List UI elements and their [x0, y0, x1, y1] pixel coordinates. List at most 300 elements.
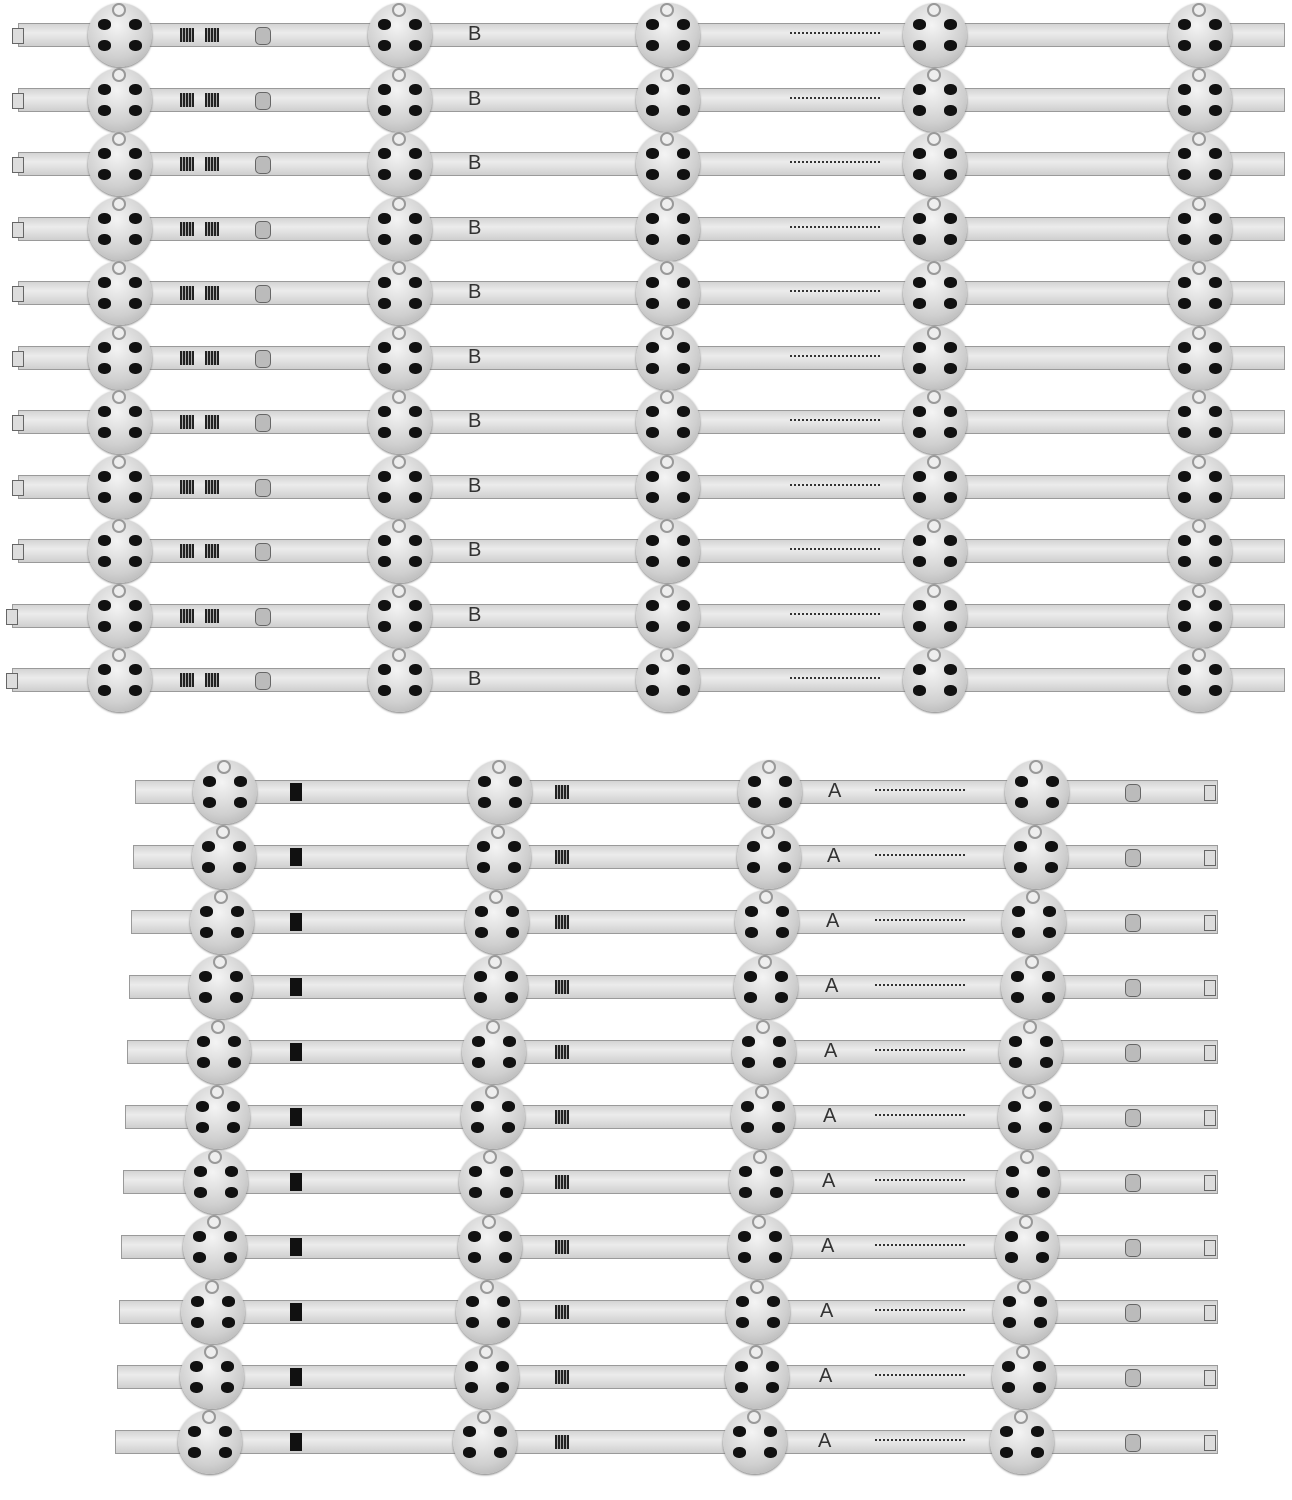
led-lens	[368, 519, 432, 583]
solder-pad	[1178, 492, 1191, 503]
led-lens	[88, 326, 152, 390]
solder-pad	[1178, 148, 1191, 159]
led-chip	[485, 1085, 499, 1099]
solder-pad	[769, 1231, 782, 1242]
printed-part-number	[790, 613, 880, 617]
led-lens	[903, 519, 967, 583]
solder-pad	[466, 1296, 479, 1307]
qr-code	[205, 415, 219, 429]
solder-pad	[677, 213, 690, 224]
led-chip	[112, 648, 126, 662]
solder-pad	[944, 556, 957, 567]
printed-part-number	[790, 32, 880, 36]
solder-pad	[494, 1426, 507, 1437]
led-chip	[927, 3, 941, 17]
solder-pad	[1178, 621, 1191, 632]
printed-part-number	[790, 484, 880, 488]
led-lens	[88, 132, 152, 196]
qr-code	[205, 351, 219, 365]
solder-pad	[1209, 342, 1222, 353]
solder-pad	[913, 406, 926, 417]
solder-pad	[944, 535, 957, 546]
solder-pad	[770, 1166, 783, 1177]
solder-pad	[98, 685, 111, 696]
solder-pad	[409, 600, 422, 611]
printed-part-number	[875, 1049, 965, 1053]
qr-code	[205, 673, 219, 687]
solder-pad	[944, 664, 957, 675]
solder-pad	[199, 992, 212, 1003]
led-chip	[1192, 455, 1206, 469]
solder-pad	[1178, 19, 1191, 30]
solder-pad	[944, 277, 957, 288]
solder-pad	[1209, 664, 1222, 675]
solder-pad	[736, 1317, 749, 1328]
solder-pad	[129, 277, 142, 288]
solder-pad	[409, 685, 422, 696]
solder-pad	[378, 19, 391, 30]
led-chip	[112, 390, 126, 404]
led-lens	[1168, 584, 1232, 648]
connector	[12, 157, 24, 173]
mounting-slot	[1125, 1369, 1141, 1387]
solder-pad	[764, 1426, 777, 1437]
solder-pad	[778, 841, 791, 852]
solder-pad	[1209, 84, 1222, 95]
strip-label: B	[468, 539, 482, 561]
qr-code	[205, 544, 219, 558]
solder-pad	[1015, 797, 1028, 808]
solder-pad	[944, 169, 957, 180]
solder-pad	[1037, 1187, 1050, 1198]
solder-pad	[98, 621, 111, 632]
solder-pad	[646, 556, 659, 567]
solder-pad	[944, 84, 957, 95]
led-chip	[660, 648, 674, 662]
solder-pad	[739, 1187, 752, 1198]
solder-pad	[646, 600, 659, 611]
solder-pad	[1014, 862, 1027, 873]
connector	[12, 286, 24, 302]
solder-pad	[1209, 169, 1222, 180]
led-lens	[636, 519, 700, 583]
led-lens	[368, 3, 432, 67]
solder-pad	[502, 1122, 515, 1133]
solder-pad	[646, 84, 659, 95]
solder-pad	[468, 1252, 481, 1263]
connector	[12, 480, 24, 496]
solder-pad	[129, 19, 142, 30]
qr-code	[555, 1175, 569, 1189]
led-lens	[996, 1150, 1060, 1214]
solder-pad	[735, 1382, 748, 1393]
solder-pad	[1033, 1382, 1046, 1393]
strip-label: B	[468, 475, 482, 497]
solder-pad	[1042, 992, 1055, 1003]
solder-pad	[1006, 1187, 1019, 1198]
printed-part-number	[875, 919, 965, 923]
solder-pad	[378, 40, 391, 51]
qr-code	[555, 1370, 569, 1384]
solder-pad	[745, 906, 758, 917]
solder-pad	[197, 1036, 210, 1047]
solder-pad	[222, 1296, 235, 1307]
led-lens	[88, 455, 152, 519]
led-chip	[752, 1215, 766, 1229]
strip-label: B	[468, 281, 482, 303]
strip-label: A	[819, 1365, 833, 1387]
solder-pad	[1002, 1382, 1015, 1393]
solder-pad	[193, 1252, 206, 1263]
qr-code	[180, 222, 194, 236]
solder-pad	[227, 1122, 240, 1133]
solder-pad	[677, 277, 690, 288]
led-chip	[750, 1280, 764, 1294]
led-lens	[1168, 68, 1232, 132]
led-lens	[184, 1150, 248, 1214]
led-chip	[210, 1085, 224, 1099]
printed-part-number	[875, 1439, 965, 1443]
solder-pad	[1178, 664, 1191, 675]
qr-code	[180, 415, 194, 429]
solder-pad	[98, 277, 111, 288]
led-chip	[392, 648, 406, 662]
qr-code	[555, 1435, 569, 1449]
solder-pad	[98, 427, 111, 438]
solder-pad	[506, 927, 519, 938]
solder-pad	[913, 213, 926, 224]
solder-pad	[772, 1101, 785, 1112]
led-chip	[1192, 68, 1206, 82]
solder-pad	[378, 685, 391, 696]
solder-pad	[646, 298, 659, 309]
led-lens	[183, 1215, 247, 1279]
solder-pad	[191, 1296, 204, 1307]
led-chip	[660, 132, 674, 146]
mounting-slot	[1125, 784, 1141, 802]
connector	[12, 351, 24, 367]
led-chip	[1025, 955, 1039, 969]
led-chip	[755, 1085, 769, 1099]
solder-pad	[129, 363, 142, 374]
solder-pad	[129, 427, 142, 438]
led-chip	[216, 825, 230, 839]
solder-pad	[129, 621, 142, 632]
led-lens	[903, 197, 967, 261]
led-lens	[88, 390, 152, 454]
solder-pad	[129, 213, 142, 224]
led-lens	[636, 648, 700, 712]
solder-pad	[508, 862, 521, 873]
solder-pad	[1000, 1447, 1013, 1458]
led-lens	[368, 132, 432, 196]
solder-pad	[742, 1057, 755, 1068]
led-chip	[660, 326, 674, 340]
solder-pad	[738, 1252, 751, 1263]
led-chip	[1192, 519, 1206, 533]
solder-pad	[1012, 906, 1025, 917]
led-chip	[392, 197, 406, 211]
solder-pad	[1209, 406, 1222, 417]
mounting-slot	[1125, 1239, 1141, 1257]
led-lens	[1168, 261, 1232, 325]
led-lens	[636, 3, 700, 67]
led-lens	[368, 584, 432, 648]
connector	[12, 222, 24, 238]
led-lens	[368, 68, 432, 132]
led-lens	[990, 1410, 1054, 1474]
solder-pad	[98, 148, 111, 159]
solder-pad	[477, 841, 490, 852]
led-chip	[202, 1410, 216, 1424]
solder-pad	[778, 862, 791, 873]
solder-pad	[677, 600, 690, 611]
mounting-slot	[255, 672, 271, 690]
solder-pad	[646, 234, 659, 245]
led-lens	[468, 760, 532, 824]
solder-pad	[219, 1426, 232, 1437]
solder-pad	[913, 664, 926, 675]
solder-pad	[378, 363, 391, 374]
solder-pad	[677, 84, 690, 95]
led-lens	[636, 197, 700, 261]
strip-label: A	[820, 1300, 834, 1322]
led-lens	[903, 584, 967, 648]
led-lens	[1168, 648, 1232, 712]
led-lens	[88, 197, 152, 261]
solder-pad	[944, 213, 957, 224]
solder-pad	[735, 1361, 748, 1372]
led-chip	[392, 261, 406, 275]
led-chip	[217, 760, 231, 774]
connector	[1204, 1175, 1216, 1191]
solder-pad	[129, 556, 142, 567]
led-lens	[1004, 825, 1068, 889]
solder-pad	[677, 535, 690, 546]
solder-pad	[1209, 492, 1222, 503]
solder-pad	[1178, 169, 1191, 180]
led-chip	[660, 390, 674, 404]
solder-pad	[1009, 1036, 1022, 1047]
solder-pad	[775, 971, 788, 982]
led-lens	[1168, 390, 1232, 454]
led-lens	[467, 825, 531, 889]
led-chip	[761, 825, 775, 839]
led-lens	[465, 890, 529, 954]
mounting-slot	[255, 543, 271, 561]
solder-pad	[225, 1166, 238, 1177]
solder-pad	[1209, 363, 1222, 374]
led-chip	[214, 890, 228, 904]
solder-pad	[129, 471, 142, 482]
led-lens	[903, 455, 967, 519]
printed-part-number	[790, 355, 880, 359]
led-lens	[735, 890, 799, 954]
solder-pad	[1209, 234, 1222, 245]
strip-label: A	[828, 780, 842, 802]
led-chip	[208, 1150, 222, 1164]
led-chip	[489, 890, 503, 904]
printed-part-number	[875, 1179, 965, 1183]
solder-pad	[409, 213, 422, 224]
mounting-slot	[1125, 1044, 1141, 1062]
solder-pad	[646, 40, 659, 51]
solder-pad	[779, 797, 792, 808]
led-lens	[636, 326, 700, 390]
led-chip	[660, 455, 674, 469]
solder-pad	[378, 298, 391, 309]
solder-pad	[748, 797, 761, 808]
solder-pad	[1209, 105, 1222, 116]
led-chip	[112, 3, 126, 17]
solder-pad	[1002, 1361, 1015, 1372]
solder-pad	[200, 906, 213, 917]
led-chip	[204, 1345, 218, 1359]
led-chip	[756, 1020, 770, 1034]
led-lens	[636, 261, 700, 325]
solder-pad	[98, 664, 111, 675]
solder-pad	[677, 556, 690, 567]
solder-pad	[767, 1296, 780, 1307]
solder-pad	[677, 427, 690, 438]
strip-label: A	[822, 1170, 836, 1192]
solder-pad	[944, 427, 957, 438]
solder-pad	[1009, 1057, 1022, 1068]
qr-code	[555, 980, 569, 994]
led-chip	[205, 1280, 219, 1294]
solder-pad	[499, 1231, 512, 1242]
printed-part-number	[875, 1244, 965, 1248]
mounting-slot	[1125, 849, 1141, 867]
led-lens	[903, 3, 967, 67]
solder-pad	[913, 600, 926, 611]
led-lens	[737, 825, 801, 889]
solder-pad	[188, 1447, 201, 1458]
led-lens	[88, 68, 152, 132]
led-chip	[1019, 1215, 1033, 1229]
led-lens	[368, 197, 432, 261]
connector-chip	[290, 913, 302, 931]
solder-pad	[646, 427, 659, 438]
solder-pad	[225, 1187, 238, 1198]
connector-chip	[290, 1303, 302, 1321]
printed-part-number	[790, 161, 880, 165]
solder-pad	[1178, 427, 1191, 438]
solder-pad	[1031, 1447, 1044, 1458]
printed-part-number	[875, 1309, 965, 1313]
led-lens	[190, 890, 254, 954]
qr-code	[205, 286, 219, 300]
solder-pad	[196, 1122, 209, 1133]
mounting-slot	[1125, 1174, 1141, 1192]
solder-pad	[98, 213, 111, 224]
solder-pad	[913, 298, 926, 309]
strip-label: A	[826, 910, 840, 932]
led-lens	[187, 1020, 251, 1084]
solder-pad	[409, 19, 422, 30]
solder-pad	[98, 363, 111, 374]
solder-pad	[769, 1252, 782, 1263]
qr-code	[555, 850, 569, 864]
solder-pad	[1209, 471, 1222, 482]
led-lens	[1168, 132, 1232, 196]
solder-pad	[646, 19, 659, 30]
solder-pad	[646, 169, 659, 180]
solder-pad	[230, 971, 243, 982]
solder-pad	[497, 1317, 510, 1328]
led-chip	[1192, 648, 1206, 662]
solder-pad	[474, 971, 487, 982]
printed-part-number	[790, 290, 880, 294]
solder-pad	[1209, 19, 1222, 30]
solder-pad	[409, 169, 422, 180]
led-chip	[1192, 3, 1206, 17]
solder-pad	[378, 213, 391, 224]
led-chip	[480, 1280, 494, 1294]
solder-pad	[378, 492, 391, 503]
solder-pad	[98, 342, 111, 353]
solder-pad	[767, 1317, 780, 1328]
led-lens	[731, 1085, 795, 1149]
solder-pad	[646, 535, 659, 546]
solder-pad	[646, 406, 659, 417]
mounting-slot	[255, 221, 271, 239]
solder-pad	[98, 471, 111, 482]
led-chip	[927, 68, 941, 82]
qr-code	[555, 915, 569, 929]
led-lens	[192, 825, 256, 889]
solder-pad	[129, 664, 142, 675]
led-chip	[492, 760, 506, 774]
solder-pad	[409, 406, 422, 417]
led-chip	[1192, 261, 1206, 275]
solder-pad	[188, 1426, 201, 1437]
led-lens	[178, 1410, 242, 1474]
led-lens	[368, 261, 432, 325]
led-lens	[738, 760, 802, 824]
solder-pad	[646, 342, 659, 353]
solder-pad	[129, 169, 142, 180]
connector-chip	[290, 1238, 302, 1256]
led-chip	[392, 455, 406, 469]
solder-pad	[409, 427, 422, 438]
solder-pad	[378, 535, 391, 546]
solder-pad	[505, 992, 518, 1003]
printed-part-number	[875, 854, 965, 858]
led-chip	[1016, 1345, 1030, 1359]
solder-pad	[129, 535, 142, 546]
solder-pad	[1178, 342, 1191, 353]
led-lens	[1168, 455, 1232, 519]
led-chip	[747, 1410, 761, 1424]
solder-pad	[913, 105, 926, 116]
solder-pad	[1040, 1036, 1053, 1047]
solder-pad	[747, 841, 760, 852]
solder-pad	[913, 84, 926, 95]
solder-pad	[129, 492, 142, 503]
led-chip	[486, 1020, 500, 1034]
solder-pad	[203, 797, 216, 808]
led-lens	[459, 1150, 523, 1214]
solder-pad	[677, 148, 690, 159]
solder-pad	[378, 342, 391, 353]
led-chip	[112, 584, 126, 598]
solder-pad	[944, 234, 957, 245]
solder-pad	[409, 471, 422, 482]
solder-pad	[506, 906, 519, 917]
led-lens	[728, 1215, 792, 1279]
solder-pad	[745, 927, 758, 938]
